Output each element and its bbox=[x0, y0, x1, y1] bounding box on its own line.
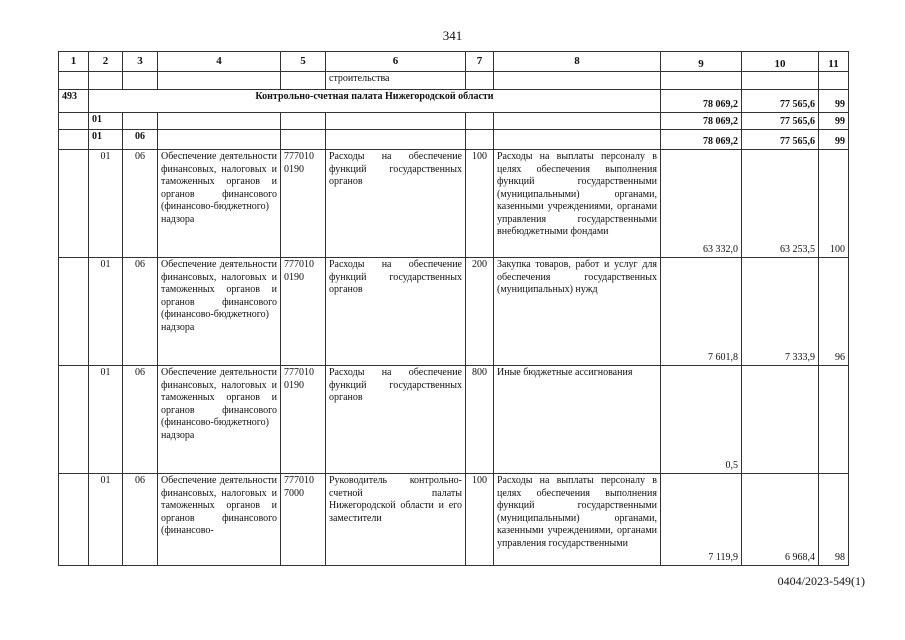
row-subsection: 06 bbox=[123, 150, 158, 258]
col-header-8: 8 bbox=[494, 52, 661, 72]
row-expense-type: 100 bbox=[466, 474, 494, 566]
row-subsection: 06 bbox=[123, 258, 158, 366]
row-expense-name: Расходы на выплаты персоналу в целях обеспечения выполнения функций государственными (муниципальными) органами, казенными учреждениями, органами управления государственными bbox=[494, 474, 661, 566]
row-plan: 7 119,9 bbox=[661, 474, 742, 566]
row-expense-name: Закупка товаров, работ и услуг для обеспечения государственных (муниципальных) нужд bbox=[494, 258, 661, 366]
row-actual: 7 333,9 bbox=[742, 258, 819, 366]
col-header-3: 3 bbox=[123, 52, 158, 72]
row-section-name: Обеспечение деятельности финансовых, налоговых и таможенных органов и органов финансового (финансово-бюджетного) надзора bbox=[158, 258, 281, 366]
row-percent: 100 bbox=[819, 150, 849, 258]
row-plan: 0,5 bbox=[661, 366, 742, 474]
col-header-4: 4 bbox=[158, 52, 281, 72]
col-header-2: 2 bbox=[89, 52, 123, 72]
row-plan: 7 601,8 bbox=[661, 258, 742, 366]
continuation-text: строительства bbox=[326, 72, 466, 90]
col-header-6: 6 bbox=[326, 52, 466, 72]
column-header-row bbox=[59, 52, 849, 72]
col-header-7: 7 bbox=[466, 52, 494, 72]
col-header-1: 1 bbox=[59, 52, 89, 72]
table-row bbox=[59, 150, 849, 258]
org-plan: 78 069,2 bbox=[661, 90, 742, 113]
budget-table bbox=[58, 51, 849, 566]
row-article-name: Расходы на обеспечение функций государственных органов bbox=[326, 366, 466, 474]
table-row bbox=[59, 258, 849, 366]
subsection-section-code: 01 bbox=[89, 130, 123, 150]
row-subsection: 06 bbox=[123, 366, 158, 474]
page-number: 341 bbox=[442, 28, 463, 43]
org-name: Контрольно-счетная палата Нижегородской области bbox=[89, 90, 661, 113]
continuation-row bbox=[59, 72, 849, 90]
row-actual: 6 968,4 bbox=[742, 474, 819, 566]
row-article-name: Руководитель контрольно-счетной палаты Нижегородской области и его заместители bbox=[326, 474, 466, 566]
col-header-11: 11 bbox=[819, 52, 849, 72]
row-target-article: 777010 0190 bbox=[281, 150, 326, 258]
col-header-9: 9 bbox=[661, 52, 742, 72]
row-actual bbox=[742, 366, 819, 474]
row-percent bbox=[819, 366, 849, 474]
row-section: 01 bbox=[89, 258, 123, 366]
subsection-percent: 99 bbox=[819, 130, 849, 150]
subsection-row bbox=[59, 130, 849, 150]
section-row bbox=[59, 113, 849, 130]
row-section-name: Обеспечение деятельности финансовых, налоговых и таможенных органов и органов финансового (финансово-бюджетного) надзора bbox=[158, 150, 281, 258]
row-percent: 98 bbox=[819, 474, 849, 566]
row-expense-name: Расходы на выплаты персоналу в целях обеспечения выполнения функций государственными (муниципальными) органами, казенными учреждениями, органами управления государственными внебюджетными фондами bbox=[494, 150, 661, 258]
subsection-code: 06 bbox=[123, 130, 158, 150]
row-section-name: Обеспечение деятельности финансовых, налоговых и таможенных органов и органов финансового (финансово- bbox=[158, 474, 281, 566]
row-article-name: Расходы на обеспечение функций государственных органов bbox=[326, 258, 466, 366]
org-row bbox=[59, 90, 849, 113]
row-section: 01 bbox=[89, 366, 123, 474]
table-row bbox=[59, 474, 849, 566]
document-code: 0404/2023-549(1) bbox=[777, 574, 865, 588]
section-code: 01 bbox=[89, 113, 123, 130]
row-actual: 63 253,5 bbox=[742, 150, 819, 258]
section-percent: 99 bbox=[819, 113, 849, 130]
row-section: 01 bbox=[89, 474, 123, 566]
section-plan: 78 069,2 bbox=[661, 113, 742, 130]
row-target-article: 777010 0190 bbox=[281, 366, 326, 474]
org-percent: 99 bbox=[819, 90, 849, 113]
row-section: 01 bbox=[89, 150, 123, 258]
table-row bbox=[59, 366, 849, 474]
row-expense-type: 100 bbox=[466, 150, 494, 258]
col-header-5: 5 bbox=[281, 52, 326, 72]
row-plan: 63 332,0 bbox=[661, 150, 742, 258]
row-expense-type: 800 bbox=[466, 366, 494, 474]
subsection-plan: 78 069,2 bbox=[661, 130, 742, 150]
row-expense-type: 200 bbox=[466, 258, 494, 366]
row-expense-name: Иные бюджетные ассигнования bbox=[494, 366, 661, 474]
section-actual: 77 565,6 bbox=[742, 113, 819, 130]
subsection-actual: 77 565,6 bbox=[742, 130, 819, 150]
col-header-10: 10 bbox=[742, 52, 819, 72]
row-target-article: 777010 7000 bbox=[281, 474, 326, 566]
row-percent: 96 bbox=[819, 258, 849, 366]
org-code: 493 bbox=[59, 90, 89, 113]
row-subsection: 06 bbox=[123, 474, 158, 566]
org-actual: 77 565,6 bbox=[742, 90, 819, 113]
row-article-name: Расходы на обеспечение функций государственных органов bbox=[326, 150, 466, 258]
row-target-article: 777010 0190 bbox=[281, 258, 326, 366]
row-section-name: Обеспечение деятельности финансовых, налоговых и таможенных органов и органов финансового (финансово-бюджетного) надзора bbox=[158, 366, 281, 474]
